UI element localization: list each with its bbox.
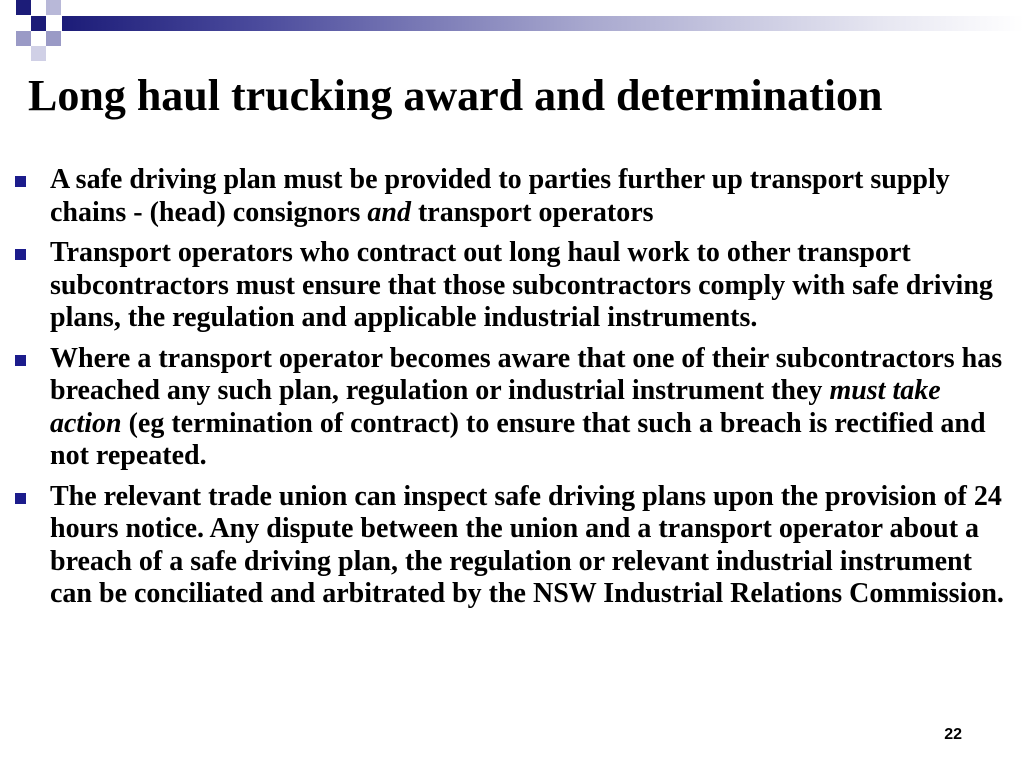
header-decoration — [0, 0, 1024, 62]
bullet-list — [0, 164, 1024, 619]
deco-square — [31, 31, 46, 46]
bullet-text: Where a transport operator becomes aware that one of their subcontractors has breached any such plan, regulation or industrial instrument they must take action (eg termination of contract) to ensure that such a breach is rectified and not repeated. — [50, 342, 1003, 471]
slide-title: Long haul trucking award and determination — [28, 71, 883, 120]
bullet-item — [0, 164, 1024, 229]
deco-square — [16, 0, 31, 15]
bullet-item — [0, 481, 1024, 611]
deco-square — [46, 16, 61, 31]
header-gradient-bar — [62, 16, 1024, 31]
deco-square — [16, 31, 31, 46]
square-bullet-icon — [15, 176, 26, 187]
emphasis-text: must take action — [50, 375, 941, 439]
page-number: 22 — [944, 726, 962, 743]
bullet-text: A safe driving plan must be provided to parties further up transport supply chains - (head) consignors and transport operators — [50, 164, 950, 228]
deco-square — [0, 16, 15, 31]
bullet-item — [0, 343, 1024, 473]
square-bullet-icon — [15, 355, 26, 366]
deco-square — [46, 0, 61, 15]
square-bullet-icon — [15, 493, 26, 504]
deco-square — [31, 46, 46, 61]
bullet-text: Transport operators who contract out long haul work to other transport subcontractors must ensure that those subcontractors comply with safe driving plans, the regulation and applicable industrial instruments. — [50, 237, 993, 333]
deco-square — [61, 0, 76, 15]
emphasis-text: and — [367, 196, 411, 228]
deco-square — [31, 16, 46, 31]
square-bullet-icon — [15, 249, 26, 260]
deco-square — [46, 31, 61, 46]
bullet-item — [0, 237, 1024, 335]
deco-square — [16, 16, 31, 31]
deco-square — [31, 0, 46, 15]
bullet-text: The relevant trade union can inspect safe driving plans upon the provision of 24 hours notice. Any dispute between the union and a transport operator about a breach of a safe driving plan, the regulation or relevant industrial instrument can be conciliated and arbitrated by the NSW Industrial Relations Commission. — [50, 480, 1004, 609]
